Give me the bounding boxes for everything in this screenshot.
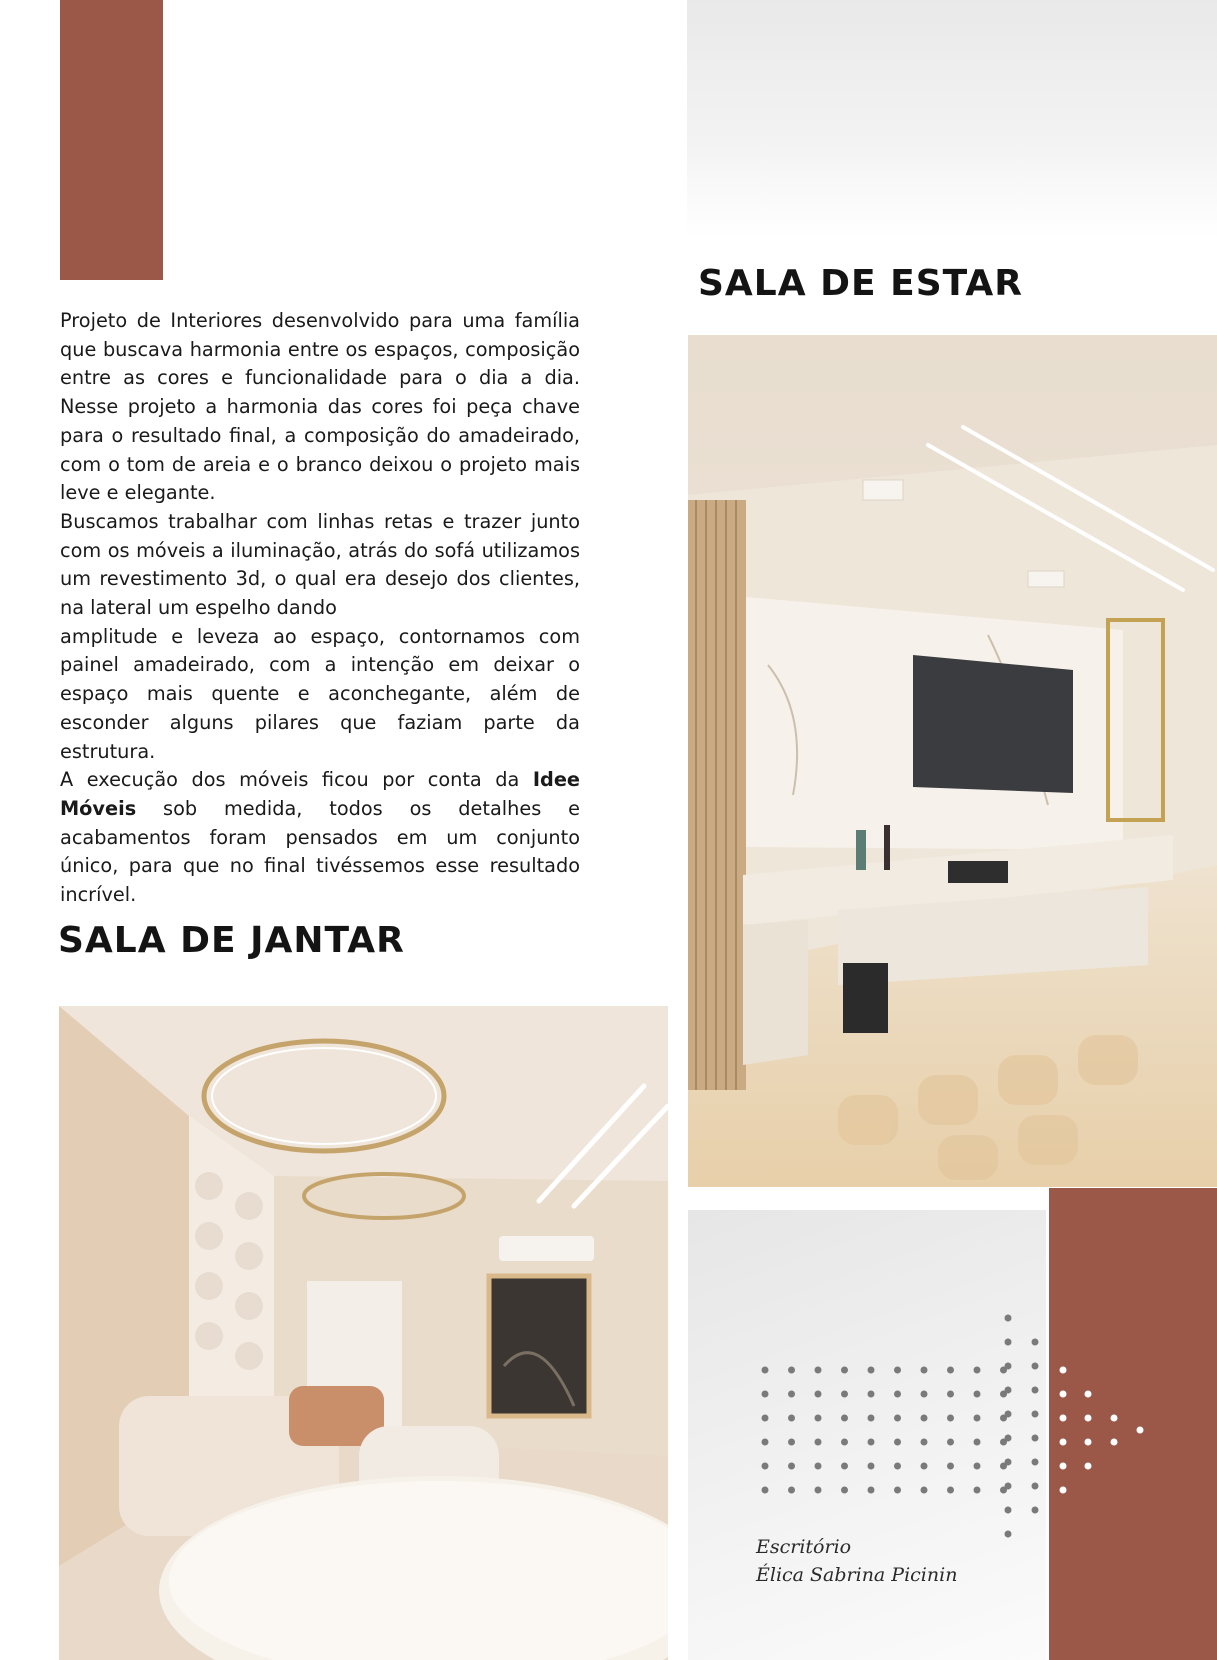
brand-name: Idee Móveis (60, 768, 580, 820)
pattern-dot (1005, 1459, 1012, 1466)
signature-line-1: Escritório (756, 1536, 852, 1558)
description-text: A execução dos móveis ficou por conta da (60, 768, 533, 792)
pattern-dot (921, 1439, 928, 1446)
pattern-dot (974, 1367, 981, 1374)
pattern-dot (762, 1367, 769, 1374)
pattern-dot (1005, 1483, 1012, 1490)
pattern-dot (947, 1391, 954, 1398)
pattern-dot (921, 1391, 928, 1398)
pattern-dot (1060, 1463, 1067, 1470)
dining-room-image (59, 1006, 668, 1660)
pattern-dot (788, 1463, 795, 1470)
pattern-dot (947, 1463, 954, 1470)
living-room-image (688, 335, 1217, 1187)
pattern-dot (894, 1391, 901, 1398)
top-photo (687, 0, 1217, 238)
pattern-dot (974, 1415, 981, 1422)
pattern-dot (921, 1367, 928, 1374)
pattern-dot (815, 1415, 822, 1422)
pattern-dot (1085, 1415, 1092, 1422)
pattern-dot (1085, 1439, 1092, 1446)
pattern-dot (1111, 1439, 1118, 1446)
pattern-dot (894, 1463, 901, 1470)
pattern-dot (762, 1415, 769, 1422)
pattern-dot (788, 1487, 795, 1494)
pattern-dot (788, 1415, 795, 1422)
pattern-dot (1005, 1387, 1012, 1394)
description-paragraph-1: Projeto de Interiores desenvolvido para uma família que buscava harmonia entre os espaços, composição entre as cores e funcionalidade para o dia a dia. Nesse projeto a harmonia das cores foi peça chave para o resultado final, a composição do amadeirado, com o tom de areia e o branco deixou o projeto mais leve e elegante. (60, 309, 580, 505)
pattern-dot (1005, 1435, 1012, 1442)
pattern-dot (1032, 1363, 1039, 1370)
living-room-photo (688, 335, 1217, 1187)
pattern-dot (815, 1367, 822, 1374)
description-paragraph-2: Buscamos trabalhar com linhas retas e trazer junto com os móveis a iluminação, atrás do sofá utilizamos um revestimento 3d, o qual era desejo dos clientes, na lateral um espelho dando (60, 509, 580, 620)
pattern-dot (841, 1439, 848, 1446)
pattern-dot (1032, 1483, 1039, 1490)
pattern-dot (1060, 1391, 1067, 1398)
pattern-dot (1060, 1367, 1067, 1374)
pattern-dot (1085, 1463, 1092, 1470)
signature (756, 1533, 957, 1589)
pattern-dot (762, 1463, 769, 1470)
pattern-dot (762, 1439, 769, 1446)
pattern-dot (1005, 1531, 1012, 1538)
project-description (60, 307, 580, 910)
pattern-dot (1032, 1435, 1039, 1442)
pattern-dot (1005, 1315, 1012, 1322)
dining-room-photo (59, 1006, 668, 1660)
description-text: sob medida, todos os detalhes e acabamentos foram pensados em um conjunto único, para que no final tivéssemos esse resultado incrível. (60, 796, 580, 907)
pattern-dot (868, 1487, 875, 1494)
pattern-dot (1137, 1427, 1144, 1434)
pattern-dot (1005, 1507, 1012, 1514)
pattern-dot (788, 1391, 795, 1398)
dot-pattern (688, 1300, 1217, 1560)
pattern-dot (894, 1367, 901, 1374)
pattern-dot (868, 1463, 875, 1470)
pattern-dot (1005, 1339, 1012, 1346)
pattern-dot (762, 1391, 769, 1398)
pattern-dot (1085, 1391, 1092, 1398)
pattern-dot (762, 1487, 769, 1494)
pattern-dot (815, 1439, 822, 1446)
pattern-dot (921, 1487, 928, 1494)
pattern-dot (1060, 1487, 1067, 1494)
pattern-dot (1005, 1411, 1012, 1418)
pattern-dot (974, 1463, 981, 1470)
pattern-dot (1032, 1339, 1039, 1346)
pattern-dot (815, 1391, 822, 1398)
pattern-dot (868, 1391, 875, 1398)
pattern-dot (947, 1439, 954, 1446)
signature-line-2: Élica Sabrina Picinin (756, 1564, 958, 1586)
pattern-dot (788, 1367, 795, 1374)
pattern-dot (1032, 1411, 1039, 1418)
pattern-dot (894, 1487, 901, 1494)
pattern-dot (974, 1391, 981, 1398)
pattern-dot (868, 1367, 875, 1374)
pattern-dot (1060, 1415, 1067, 1422)
pattern-dot (841, 1463, 848, 1470)
pattern-dot (921, 1415, 928, 1422)
heading-sala-de-estar: SALA DE ESTAR (698, 263, 1023, 304)
pattern-dot (788, 1439, 795, 1446)
description-paragraph-3: amplitude e leveza ao espaço, contornamos com painel amadeirado, com a intenção em deixar o espaço mais quente e aconchegante, além de esconder alguns pilares que faziam parte da estrutura. (60, 624, 580, 763)
description-paragraph-4 (60, 766, 580, 910)
pattern-dot (841, 1415, 848, 1422)
pattern-dot (1032, 1507, 1039, 1514)
pattern-dot (1005, 1363, 1012, 1370)
pattern-dot (947, 1487, 954, 1494)
pattern-dot (841, 1391, 848, 1398)
pattern-dot (841, 1487, 848, 1494)
pattern-dot (1032, 1387, 1039, 1394)
pattern-dot (815, 1487, 822, 1494)
pattern-dot (974, 1439, 981, 1446)
pattern-dot (815, 1463, 822, 1470)
pattern-dot (868, 1439, 875, 1446)
pattern-dot (894, 1415, 901, 1422)
pattern-dot (921, 1463, 928, 1470)
pattern-dot (1060, 1439, 1067, 1446)
heading-sala-de-jantar: SALA DE JANTAR (58, 920, 405, 961)
pattern-dot (947, 1415, 954, 1422)
pattern-dot (841, 1367, 848, 1374)
pattern-dot (868, 1415, 875, 1422)
pattern-dot (974, 1487, 981, 1494)
pattern-dot (894, 1439, 901, 1446)
accent-bar-top (60, 0, 163, 280)
pattern-dot (947, 1367, 954, 1374)
pattern-dot (1032, 1459, 1039, 1466)
pattern-dot (1111, 1415, 1118, 1422)
